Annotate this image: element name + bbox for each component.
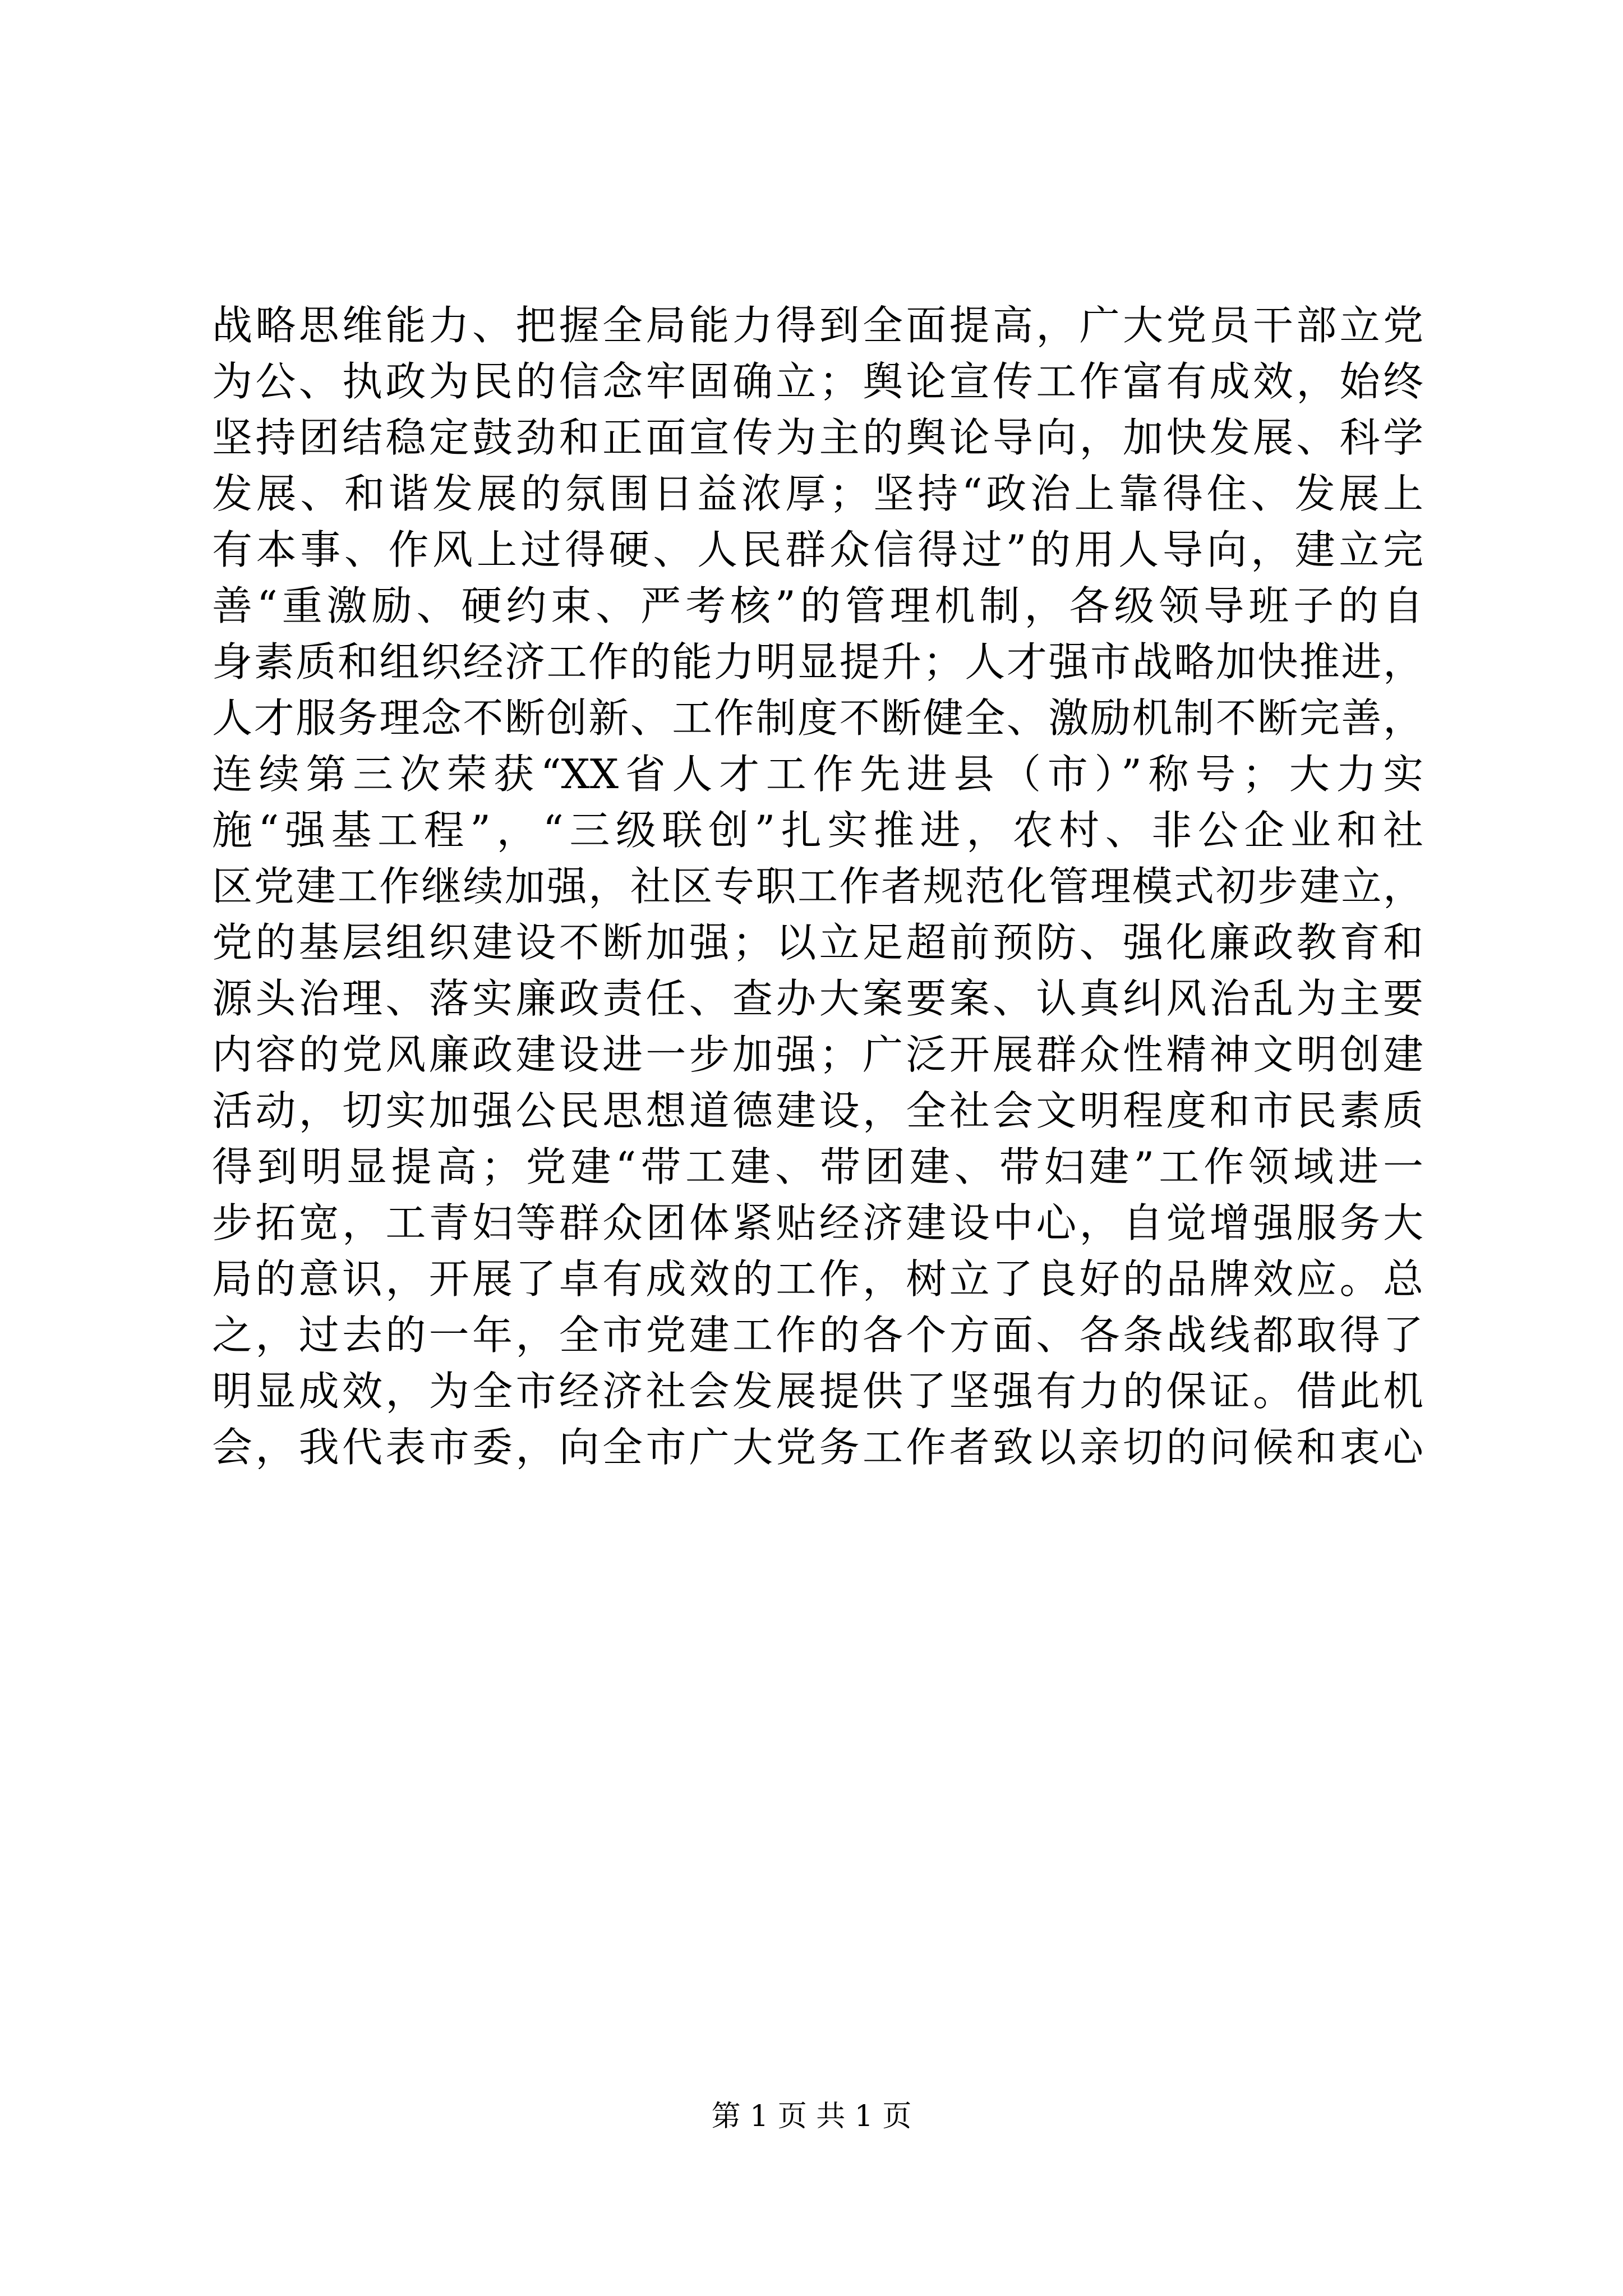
text-line: 步拓宽，工青妇等群众团体紧贴经济建设中心，自觉增强服务大 <box>212 1199 1423 1246</box>
text-line: 区党建工作继续加强，社区专职工作者规范化管理模式初步建立， <box>212 863 1423 910</box>
page-number: 第 1 页 共 1 页 <box>711 2100 912 2133</box>
text-line: 发展、和谐发展的氛围日益浓厚；坚持“政治上靠得住、发展上 <box>212 470 1423 517</box>
text-line: 内容的党风廉政建设进一步加强；广泛开展群众性精神文明创建 <box>212 1031 1423 1078</box>
text-line: 之，过去的一年，全市党建工作的各个方面、各条战线都取得了 <box>212 1312 1423 1359</box>
text-line: 身素质和组织经济工作的能力明显提升；人才强市战略加快推进， <box>212 638 1423 685</box>
text-line: 得到明显提高；党建“带工建、带团建、带妇建”工作领域进一 <box>212 1143 1423 1190</box>
text-line: 有本事、作风上过得硬、人民群众信得过”的用人导向，建立完 <box>212 526 1423 573</box>
text-line: 连续第三次荣获“XX省人才工作先进县（市）”称号；大力实 <box>212 751 1423 798</box>
text-line: 为公、执政为民的信念牢固确立；舆论宣传工作富有成效，始终 <box>212 358 1423 405</box>
text-line: 源头治理、落实廉政责任、查办大案要案、认真纠风治乱为主要 <box>212 975 1423 1022</box>
text-line: 明显成效，为全市经济社会发展提供了坚强有力的保证。借此机 <box>212 1368 1423 1415</box>
text-line: 活动，切实加强公民思想道德建设，全社会文明程度和市民素质 <box>212 1087 1423 1134</box>
text-line: 人才服务理念不断创新、工作制度不断健全、激励机制不断完善， <box>212 694 1423 742</box>
text-line: 坚持团结稳定鼓劲和正面宣传为主的舆论导向，加快发展、科学 <box>212 414 1423 461</box>
text-line: 党的基层组织建设不断加强；以立足超前预防、强化廉政教育和 <box>212 919 1423 966</box>
text-line: 局的意识，开展了卓有成效的工作，树立了良好的品牌效应。总 <box>212 1255 1423 1303</box>
text-line: 会，我代表市委，向全市广大党务工作者致以亲切的问候和衷心 <box>212 1424 1423 1471</box>
text-line: 施“强基工程”，“三级联创”扎实推进，农村、非公企业和社 <box>212 807 1423 854</box>
page-footer <box>0 2097 1623 2136</box>
text-line: 善“重激励、硬约束、严考核”的管理机制，各级领导班子的自 <box>212 582 1423 629</box>
body-text <box>212 297 1423 1475</box>
text-line: 战略思维能力、把握全局能力得到全面提高，广大党员干部立党 <box>212 302 1423 349</box>
